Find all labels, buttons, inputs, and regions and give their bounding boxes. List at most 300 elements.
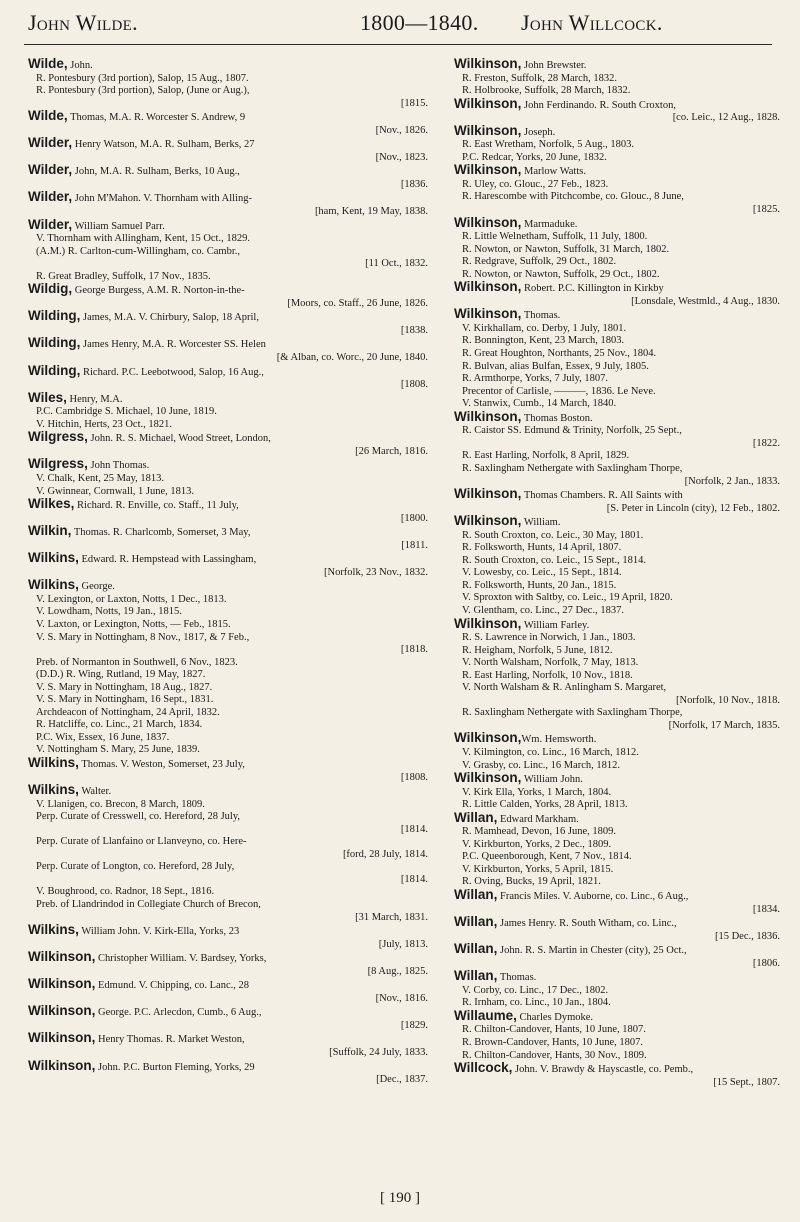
entry bbox=[28, 579, 428, 757]
entry-name: Wilkinson, bbox=[454, 56, 522, 71]
appointment-line: (A.M.) R. Carlton-cum-Willingham, co. Cambr., bbox=[36, 245, 241, 257]
appointment-line: R. Brown-Candover, Hants, 10 June, 1807. bbox=[462, 1037, 643, 1049]
entry-heading-line bbox=[454, 408, 780, 426]
entry-heading-line bbox=[28, 389, 428, 407]
entry-heading-line bbox=[454, 515, 780, 530]
continuation-line: [& Alban, co. Worc., 20 June, 1840. bbox=[276, 352, 428, 364]
appointment-line: Perp. Curate of Cresswell, co. Hereford, 28 July, bbox=[36, 811, 241, 823]
entry-heading-text: John. P.C. Burton Fleming, Yorks, 29 bbox=[95, 1061, 255, 1073]
entry-name: Willan, bbox=[454, 968, 498, 984]
appointment-line: Precentor of Carlisle, ———, 1836. Le Neve. bbox=[462, 385, 656, 397]
entry-heading-line bbox=[454, 58, 780, 73]
entry bbox=[28, 458, 428, 498]
entry bbox=[454, 916, 780, 943]
continuation-line: [1811. bbox=[401, 539, 428, 551]
appointment-line: R. Freston, Suffolk, 28 March, 1832. bbox=[462, 72, 617, 84]
entry bbox=[28, 362, 428, 392]
appointment-line: R. Nowton, or Nawton, Suffolk, 31 March, 1802. bbox=[462, 243, 670, 255]
entry-heading-text: Thomas. bbox=[521, 310, 561, 322]
appointment-line: R. Chilton-Candover, Hants, 30 Nov., 1809. bbox=[462, 1049, 647, 1061]
entry-name: Wilkinson, bbox=[454, 95, 522, 111]
appointment-line: R. Pontesbury (3rd portion), Salop, 15 Aug., 1807. bbox=[36, 72, 249, 84]
entry-heading-line bbox=[454, 308, 780, 323]
appointment-line: R. Nowton, or Nawton, Suffolk, 29 Oct., 1802. bbox=[462, 268, 660, 280]
entry-heading-text: Thomas Boston. bbox=[521, 412, 593, 424]
entry bbox=[28, 552, 428, 579]
continuation-line: [1806. bbox=[752, 957, 780, 969]
entry-name: Wilder, bbox=[28, 216, 73, 232]
entry-name: Wilkins, bbox=[28, 782, 79, 798]
entry-name: Wilding, bbox=[28, 362, 81, 378]
entry-name: Wilkinson, bbox=[28, 976, 96, 992]
entry-heading-text: John. V. Brawdy & Hayscastle, co. Pemb., bbox=[512, 1064, 694, 1076]
entry-heading-line bbox=[28, 216, 428, 234]
continuation-line: [1814. bbox=[400, 823, 428, 835]
appointment-line: V. Llanigen, co. Brecon, 8 March, 1809. bbox=[36, 798, 205, 810]
appointment-line: P.C. Redcar, Yorks, 20 June, 1832. bbox=[462, 151, 607, 163]
entry-heading-text: Thomas. bbox=[497, 972, 537, 984]
header-right: John Willcock. bbox=[521, 10, 663, 35]
entry-heading-text: Edmund. V. Chipping, co. Lanc., 28 bbox=[95, 980, 249, 992]
entry bbox=[28, 784, 428, 924]
entry-heading-line bbox=[454, 488, 780, 503]
entry-heading-line bbox=[454, 214, 780, 232]
continuation-line: [Norfolk, 17 March, 1835. bbox=[668, 719, 780, 731]
entry-heading-text: Edward. R. Hempstead with Lassingham, bbox=[78, 554, 257, 566]
entry bbox=[28, 310, 428, 337]
entry-name: Wilgress, bbox=[28, 429, 88, 445]
appointment-line: V. S. Mary in Nottingham, 8 Nov., 1817, & 7 Feb., bbox=[36, 631, 250, 643]
entry-heading-text: Henry Watson, M.A. R. Sulham, Berks, 27 bbox=[72, 139, 255, 151]
appointment-line: V. Boughrood, co. Radnor, 18 Sept., 1816. bbox=[36, 886, 215, 898]
entry-heading-text: John. R. S. Martin in Chester (city), 25 Oct., bbox=[497, 945, 687, 957]
entry-name: Wilde, bbox=[28, 108, 68, 124]
appointment-line: P.C. Cambridge S. Michael, 10 June, 1819. bbox=[36, 406, 217, 418]
continuation-line: [Norfolk, 10 Nov., 1818. bbox=[675, 694, 780, 706]
appointment-line: V. S. Mary in Nottingham, 18 Aug., 1827. bbox=[36, 681, 213, 693]
entry-heading-text: William Farley. bbox=[521, 619, 590, 631]
continuation-line: [11 Oct., 1832. bbox=[365, 258, 428, 270]
entry bbox=[28, 283, 428, 310]
entry-heading-line bbox=[28, 110, 428, 125]
entry-heading-text: James, M.A. V. Chirbury, Salop, 18 April, bbox=[80, 312, 259, 324]
entry-heading-text: Robert. P.C. Killington in Kirkby bbox=[521, 283, 664, 295]
entry-heading-text: Wm. Hemsworth. bbox=[521, 734, 597, 746]
entry bbox=[28, 1032, 428, 1059]
entry bbox=[454, 772, 780, 812]
header-rule bbox=[24, 44, 772, 45]
continuation-line: [1818. bbox=[400, 644, 428, 656]
entry-heading-text: George Burgess, A.M. R. Norton-in-the- bbox=[72, 285, 245, 297]
appointment-line: V. Kirkburton, Yorks, 2 Dec., 1809. bbox=[462, 838, 612, 850]
entry-heading-line bbox=[454, 809, 780, 827]
appointment-line: V. Hitchin, Herts, 23 Oct., 1821. bbox=[36, 418, 173, 430]
entry-heading-line bbox=[28, 458, 428, 473]
appointment-line: V. Kilmington, co. Linc., 16 March, 1812. bbox=[462, 746, 639, 758]
entry bbox=[454, 1007, 780, 1062]
entry-heading-text: James Henry. R. South Witham, co. Linc., bbox=[497, 918, 677, 930]
entry-name: Wilder, bbox=[28, 189, 73, 205]
entry-heading-line bbox=[28, 951, 428, 966]
entry-heading-line bbox=[28, 552, 428, 567]
entry-name: Wilkinson, bbox=[454, 513, 522, 529]
entry bbox=[28, 337, 428, 364]
entry bbox=[28, 389, 428, 432]
entry-heading-line bbox=[454, 916, 780, 931]
continuation-line: [1815. bbox=[400, 97, 428, 109]
entry bbox=[454, 943, 780, 970]
appointment-line: V. Grasby, co. Linc., 16 March, 1812. bbox=[462, 759, 621, 771]
continuation-line: [Nov., 1816. bbox=[375, 992, 428, 1004]
appointment-line: R. Pontesbury (3rd portion), Salop, (June or Aug.), bbox=[36, 85, 250, 97]
entry-heading-text: John Brewster. bbox=[521, 60, 587, 71]
entry-heading-text: Thomas. R. Charlcomb, Somerset, 3 May, bbox=[71, 527, 251, 539]
entry-name: Willan, bbox=[454, 809, 498, 825]
entry-name: Wilkins, bbox=[28, 550, 79, 566]
entry bbox=[28, 164, 428, 191]
appointment-line: P.C. Wix, Essex, 16 June, 1837. bbox=[36, 731, 170, 743]
entry-heading-line bbox=[28, 191, 428, 206]
entry-heading-line bbox=[28, 525, 428, 540]
entry-heading-line bbox=[454, 164, 780, 179]
entry-name: Wilde, bbox=[28, 56, 68, 71]
continuation-line: [1808. bbox=[400, 379, 428, 391]
entry bbox=[454, 970, 780, 1010]
continuation-line: [31 March, 1831. bbox=[355, 911, 428, 923]
entry bbox=[28, 1057, 428, 1087]
entry-heading-line bbox=[28, 784, 428, 799]
entry-name: Wilder, bbox=[28, 135, 73, 151]
appointment-line: V. Kirkburton, Yorks, 5 April, 1815. bbox=[462, 863, 614, 875]
page-number: [ 190 ] bbox=[380, 1190, 420, 1206]
entry-heading-text: Francis Miles. V. Auborne, co. Linc., 6 Aug., bbox=[497, 891, 689, 902]
entry-heading-line bbox=[28, 337, 428, 352]
entry-name: Wilkinson, bbox=[454, 486, 522, 502]
entry-heading-text: James Henry, M.A. R. Worcester SS. Helen bbox=[80, 339, 266, 351]
header-left: John Wilde. bbox=[28, 10, 138, 35]
right-column bbox=[454, 58, 780, 1089]
entry-heading-text: Thomas Chambers. R. All Saints with bbox=[521, 490, 683, 502]
appointment-line: R. S. Lawrence in Norwich, 1 Jan., 1803. bbox=[462, 632, 636, 644]
entry-heading-text: George. P.C. Arlecdon, Cumb., 6 Aug., bbox=[95, 1007, 262, 1019]
entry-heading-line bbox=[454, 281, 780, 296]
appointment-line: V. Chalk, Kent, 25 May, 1813. bbox=[36, 472, 165, 484]
entry-name: Wilkins, bbox=[28, 754, 79, 770]
continuation-line: [1829. bbox=[400, 1019, 428, 1031]
entry-name: Wilding, bbox=[28, 308, 81, 324]
entry-heading-line bbox=[454, 1062, 780, 1077]
appointment-line: R. Little Calden, Yorks, 28 April, 1813. bbox=[462, 799, 628, 811]
entry-heading-line bbox=[28, 310, 428, 325]
entry-heading-text: Henry, M.A. bbox=[66, 393, 123, 405]
appointment-line: V. Kirkhallam, co. Derby, 1 July, 1801. bbox=[462, 322, 627, 334]
appointment-line: R. Chilton-Candover, Hants, 10 June, 1807. bbox=[462, 1024, 646, 1036]
appointment-line: V. Lowesby, co. Leic., 15 Sept., 1814. bbox=[462, 567, 622, 579]
entry bbox=[454, 809, 780, 889]
entry bbox=[28, 137, 428, 164]
entry-heading-text: Henry Thomas. R. Market Weston, bbox=[95, 1034, 245, 1046]
appointment-line: R. Little Welnetham, Suffolk, 11 July, 1800. bbox=[462, 231, 648, 243]
appointment-line: R. Bulvan, alias Bulfan, Essex, 9 July, 1805. bbox=[462, 360, 649, 372]
appointment-line: V. Sproxton with Saltby, co. Leic., 19 April, 1820. bbox=[462, 592, 673, 604]
appointment-line: R. Harescombe with Pitchcombe, co. Glouc., 8 June, bbox=[462, 191, 684, 203]
continuation-line: [S. Peter in Lincoln (city), 12 Feb., 1802. bbox=[606, 502, 780, 514]
appointment-line: R. Great Bradley, Suffolk, 17 Nov., 1835. bbox=[36, 270, 211, 282]
entry bbox=[28, 525, 428, 552]
entry bbox=[454, 889, 780, 916]
entry-heading-text: John Ferdinando. R. South Croxton, bbox=[521, 99, 676, 111]
entry bbox=[454, 408, 780, 488]
entry-name: Wilkinson, bbox=[28, 1057, 96, 1073]
entry-name: Wilkins, bbox=[28, 577, 79, 593]
continuation-line: [ford, 28 July, 1814. bbox=[342, 848, 428, 860]
entry-name: Wilkin, bbox=[28, 523, 72, 539]
entry-heading-text: William Samuel Parr. bbox=[72, 220, 165, 232]
appointment-line: R. Armthorpe, Yorks, 7 July, 1807. bbox=[462, 373, 609, 385]
entry-heading-text: Richard. P.C. Leebotwood, Salop, 16 Aug., bbox=[80, 366, 264, 378]
entry-name: Wilkinson, bbox=[28, 1003, 96, 1019]
entry-heading-text: John. bbox=[67, 60, 93, 71]
appointment-line: R. Caistor SS. Edmund & Trinity, Norfolk, 25 Sept., bbox=[462, 425, 682, 437]
entry bbox=[454, 488, 780, 515]
appointment-line: R. East Wretham, Norfolk, 5 Aug., 1803. bbox=[462, 139, 635, 151]
continuation-line: [Moors, co. Staff., 26 June, 1826. bbox=[287, 297, 428, 309]
entry bbox=[28, 58, 428, 110]
entry bbox=[28, 216, 428, 284]
entry bbox=[28, 191, 428, 218]
appointment-line: R. Oving, Bucks, 19 April, 1821. bbox=[462, 876, 601, 888]
entry bbox=[454, 122, 780, 165]
entry bbox=[454, 615, 780, 733]
continuation-line: [July, 1813. bbox=[378, 938, 428, 950]
entry-name: Wilkinson, bbox=[454, 615, 522, 631]
entry-name: Willan, bbox=[454, 887, 498, 902]
entry-name: Wilkinson, bbox=[454, 770, 522, 786]
appointment-line: R. Uley, co. Glouc., 27 Feb., 1823. bbox=[462, 178, 609, 190]
continuation-line: [Norfolk, 23 Nov., 1832. bbox=[323, 566, 428, 578]
entry-heading-line bbox=[28, 978, 428, 993]
entry bbox=[454, 732, 780, 772]
entry-heading-line bbox=[454, 943, 780, 958]
entry bbox=[28, 110, 428, 137]
entry-heading-line bbox=[28, 1005, 428, 1020]
entry-name: Wilkinson, bbox=[454, 122, 522, 138]
entry bbox=[454, 308, 780, 410]
continuation-line: [Lonsdale, Westmld., 4 Aug., 1830. bbox=[631, 295, 780, 307]
entry-heading-text: Walter. bbox=[78, 786, 112, 798]
appointment-line: R. Great Houghton, Northants, 25 Nov., 1804. bbox=[462, 348, 657, 360]
entry-name: Wilkinson, bbox=[454, 408, 522, 424]
entry-heading-text: Thomas, M.A. R. Worcester S. Andrew, 9 bbox=[67, 112, 246, 124]
entry-heading-text: Richard. R. Enville, co. Staff., 11 July, bbox=[74, 500, 239, 512]
entry bbox=[28, 754, 428, 784]
appointment-line: R. Holbrooke, Suffolk, 28 March, 1832. bbox=[462, 85, 631, 97]
entry-heading-text: Christopher William. V. Bardsey, Yorks, bbox=[95, 953, 267, 965]
continuation-line: [1814. bbox=[400, 873, 428, 885]
continuation-line: [1825. bbox=[752, 204, 780, 216]
continuation-line: [1838. bbox=[400, 324, 428, 336]
appointment-line: V. Nottingham S. Mary, 25 June, 1839. bbox=[36, 744, 200, 756]
continuation-line: [15 Dec., 1836. bbox=[714, 930, 780, 942]
entry-heading-line bbox=[454, 970, 780, 985]
entry-heading-line bbox=[28, 498, 428, 513]
entry-heading-line bbox=[28, 579, 428, 594]
entry-heading-line bbox=[454, 1007, 780, 1025]
entry-name: Wilkinson, bbox=[454, 730, 522, 746]
appointment-line: R. South Croxton, co. Leic., 15 Sept., 1814. bbox=[462, 554, 647, 566]
entry-name: Wilkinson, bbox=[28, 949, 96, 965]
entry bbox=[454, 95, 780, 125]
entry-name: Wilkinson, bbox=[454, 214, 522, 230]
entry-name: Wilkinson, bbox=[454, 279, 522, 295]
entry-name: Willan, bbox=[454, 914, 498, 930]
appointment-line: R. Saxlingham Nethergate with Saxlingham Thorpe, bbox=[462, 707, 683, 719]
entry-heading-line bbox=[454, 772, 780, 787]
appointment-line: V. Stanwix, Cumb., 14 March, 1840. bbox=[462, 398, 617, 410]
entry bbox=[454, 281, 780, 308]
entry bbox=[454, 515, 780, 617]
appointment-line: Perp. Curate of Llanfaino or Llanveyno, co. Here- bbox=[36, 836, 247, 848]
continuation-line: [Norfolk, 2 Jan., 1833. bbox=[684, 475, 780, 487]
entry-heading-line bbox=[454, 889, 780, 904]
continuation-line: [1834. bbox=[752, 903, 780, 915]
entry-name: Wilkes, bbox=[28, 496, 75, 512]
appointment-line: R. Hatcliffe, co. Linc., 21 March, 1834. bbox=[36, 719, 203, 731]
entry-heading-line bbox=[454, 122, 780, 140]
entry-heading-text: Joseph. bbox=[521, 126, 556, 138]
appointment-line: R. Folksworth, Hunts, 20 Jan., 1815. bbox=[462, 579, 617, 591]
entry-heading-text: Thomas. V. Weston, Somerset, 23 July, bbox=[78, 758, 245, 770]
appointment-line: V. Lowdham, Notts, 19 Jan., 1815. bbox=[36, 606, 182, 618]
entry-name: Willan, bbox=[454, 941, 498, 957]
appointment-line: P.C. Queenborough, Kent, 7 Nov., 1814. bbox=[462, 851, 632, 863]
appointment-line: (D.D.) R. Wing, Rutland, 19 May, 1827. bbox=[36, 669, 206, 681]
entry-heading-line bbox=[454, 615, 780, 633]
entry-heading-text: Edward Markham. bbox=[497, 813, 579, 825]
entry bbox=[454, 164, 780, 216]
appointment-line: V. North Walsham & R. Anlingham S. Margaret, bbox=[462, 682, 667, 694]
entry-heading-text: William John. bbox=[521, 774, 583, 786]
continuation-line: [8 Aug., 1825. bbox=[367, 965, 428, 977]
continuation-line: [Nov., 1823. bbox=[375, 151, 428, 163]
appointment-line: V. North Walsham, Norfolk, 7 May, 1813. bbox=[462, 657, 639, 669]
continuation-line: [ham, Kent, 19 May, 1838. bbox=[314, 206, 428, 218]
entry bbox=[28, 498, 428, 525]
entry-heading-line bbox=[28, 431, 428, 446]
entry-name: Wiles, bbox=[28, 389, 67, 405]
entry-name: Wilkinson, bbox=[454, 162, 522, 178]
entry-heading-text: Marlow Watts. bbox=[521, 166, 586, 178]
continuation-line: [1822. bbox=[752, 437, 780, 449]
entry-heading-text: John Thomas. bbox=[87, 460, 150, 472]
appointment-line: V. Glentham, co. Linc., 27 Dec., 1837. bbox=[462, 604, 624, 616]
entry bbox=[454, 1062, 780, 1089]
entry-name: Wildig, bbox=[28, 281, 73, 297]
entry-name: Wilkins, bbox=[28, 922, 79, 938]
appointment-line: Preb. of Normanton in Southwell, 6 Nov., 1823. bbox=[36, 656, 238, 668]
entry bbox=[28, 924, 428, 951]
entry-name: Willaume, bbox=[454, 1007, 517, 1023]
appointment-line: R. Bonnington, Kent, 23 March, 1803. bbox=[462, 335, 625, 347]
continuation-line: [Suffolk, 24 July, 1833. bbox=[329, 1047, 428, 1059]
entry-heading-text: John, M.A. R. Sulham, Berks, 10 Aug., bbox=[72, 166, 240, 178]
entry bbox=[28, 951, 428, 978]
appointment-line: V. S. Mary in Nottingham, 16 Sept., 1831. bbox=[36, 694, 214, 706]
appointment-line: R. Folksworth, Hunts, 14 April, 1807. bbox=[462, 542, 622, 554]
entry-heading-line bbox=[28, 137, 428, 152]
appointment-line: V. Lexington, or Laxton, Notts, 1 Dec., 1813. bbox=[36, 593, 227, 605]
appointment-line: R. Saxlingham Nethergate with Saxlingham Thorpe, bbox=[462, 462, 683, 474]
entry bbox=[454, 214, 780, 282]
entry-name: Willcock, bbox=[454, 1060, 513, 1076]
entry-heading-text: John M'Mahon. V. Thornham with Alling- bbox=[72, 193, 252, 205]
entry bbox=[28, 431, 428, 458]
entry-heading-text: William John. V. Kirk-Ella, Yorks, 23 bbox=[78, 926, 240, 938]
appointment-line: V. Kirk Ella, Yorks, 1 March, 1804. bbox=[462, 786, 612, 798]
left-column bbox=[28, 58, 428, 1087]
header-center: 1800—1840. bbox=[360, 10, 479, 35]
appointment-line: R. South Croxton, co. Leic., 30 May, 1801. bbox=[462, 529, 644, 541]
continuation-line: [26 March, 1816. bbox=[355, 445, 428, 457]
entry-name: Wilder, bbox=[28, 162, 73, 178]
entry-heading-line bbox=[28, 754, 428, 772]
entry-heading-line bbox=[28, 1057, 428, 1075]
entry-name: Wilgress, bbox=[28, 456, 88, 472]
appointment-line: R. Redgrave, Suffolk, 29 Oct., 1802. bbox=[462, 256, 617, 268]
appointment-line: V. Corby, co. Linc., 17 Dec., 1802. bbox=[462, 984, 609, 996]
appointment-line: R. Heigham, Norfolk, 5 June, 1812. bbox=[462, 644, 613, 656]
continuation-line: [1836. bbox=[400, 178, 428, 190]
appointment-line: V. Laxton, or Lexington, Notts, — Feb., 1815. bbox=[36, 618, 231, 630]
appointment-line: V. Thornham with Allingham, Kent, 15 Oct., 1829. bbox=[36, 233, 250, 245]
entry bbox=[28, 1005, 428, 1032]
appointment-line: V. Gwinnear, Cornwall, 1 June, 1813. bbox=[36, 485, 195, 497]
entry-name: Wilkinson, bbox=[28, 1030, 96, 1046]
entry-heading-line bbox=[28, 58, 428, 73]
appointment-line: Preb. of Llandrindod in Collegiate Church of Brecon, bbox=[36, 899, 261, 910]
entry-heading-text: Marmaduke. bbox=[521, 218, 578, 230]
entry-name: Wilding, bbox=[28, 335, 81, 351]
entry-heading-line bbox=[454, 732, 780, 747]
entry-heading-line bbox=[28, 1032, 428, 1047]
appointment-line: R. East Harling, Norfolk, 8 April, 1829. bbox=[462, 450, 630, 462]
entry-heading-text: William. bbox=[521, 517, 561, 529]
entry-heading-text: Charles Dymoke. bbox=[516, 1011, 594, 1023]
appointment-line: R. East Harling, Norfolk, 10 Nov., 1818. bbox=[462, 669, 633, 681]
continuation-line: [1800. bbox=[400, 512, 428, 524]
entry bbox=[454, 58, 780, 98]
appointment-line: Perp. Curate of Longton, co. Hereford, 28 July, bbox=[36, 861, 235, 873]
entry-heading-line bbox=[28, 283, 428, 298]
entry-heading-text: George. bbox=[78, 581, 115, 593]
entry-name: Wilkinson, bbox=[454, 306, 522, 322]
entry-heading-line bbox=[28, 164, 428, 179]
continuation-line: [co. Leic., 12 Aug., 1828. bbox=[672, 112, 780, 124]
appointment-line: R. Irnham, co. Linc., 10 Jan., 1804. bbox=[462, 997, 611, 1009]
entry-heading-text: John. R. S. Michael, Wood Street, London, bbox=[87, 433, 271, 445]
appointment-line: Archdeacon of Nottingham, 24 April, 1832. bbox=[36, 706, 220, 718]
entry-heading-line bbox=[28, 924, 428, 939]
continuation-line: [Nov., 1826. bbox=[375, 124, 428, 136]
entry-heading-line bbox=[28, 362, 428, 380]
continuation-line: [15 Sept., 1807. bbox=[713, 1076, 780, 1088]
continuation-line: [1808. bbox=[400, 771, 428, 783]
appointment-line: R. Mamhead, Devon, 16 June, 1809. bbox=[462, 826, 616, 838]
continuation-line: [Dec., 1837. bbox=[376, 1074, 428, 1086]
entry-heading-line bbox=[454, 95, 780, 113]
running-header bbox=[28, 10, 780, 48]
entry bbox=[28, 978, 428, 1005]
